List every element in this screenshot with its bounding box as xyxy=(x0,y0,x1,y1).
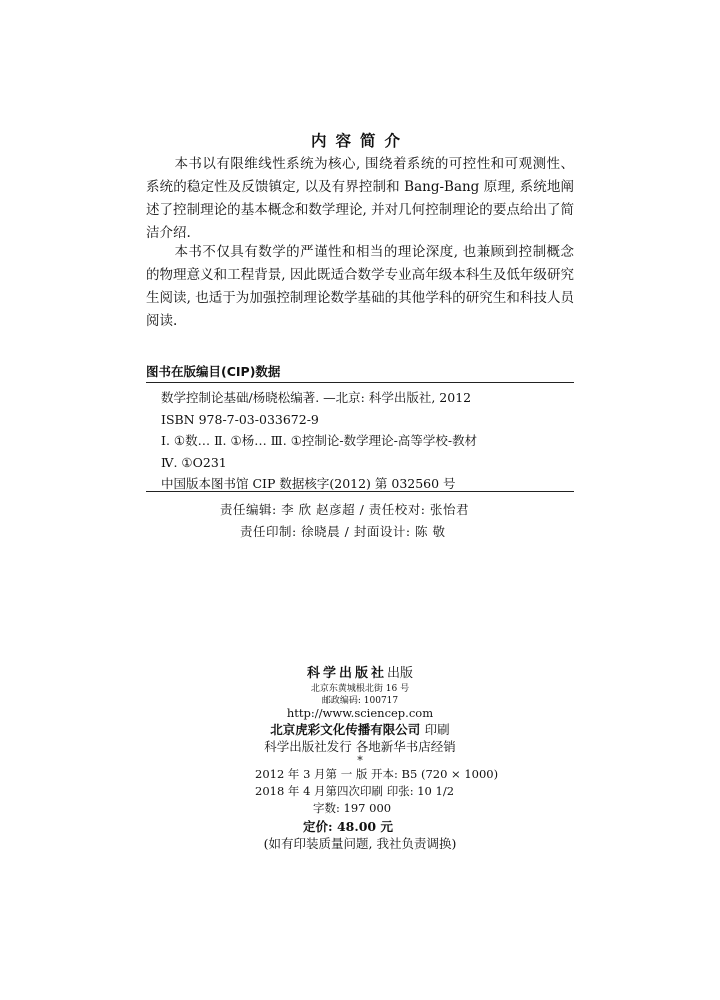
cip-bottom-rule xyxy=(146,491,574,492)
cip-block xyxy=(161,387,477,495)
edition-line-1: 2012 年 3 月第 一 版 开本: B5 (720 × 1000) xyxy=(255,767,499,781)
summary-paragraph-1-text: 本书以有限维线性系统为核心, 围绕着系统的可控性和可观测性、系统的稳定性及反馈镇定, 以及有界控制和 Bang-Bang 原理, 系统地阐述了控制理论的基本概念和数学理论, 并对几何控制理论的要点给出了简洁介绍. xyxy=(146,156,574,241)
cip-line-record-number: 中国版本图书馆 CIP 数据核字(2012) 第 032560 号 xyxy=(161,476,456,491)
summary-paragraph-2 xyxy=(146,241,574,333)
credits-editors: 责任编辑: 李 欣 赵彦超 / 责任校对: 张怡君 xyxy=(220,502,469,517)
summary-title: 内容简介 xyxy=(310,131,409,150)
printer-suffix: 印刷 xyxy=(424,722,450,737)
publisher-line xyxy=(0,662,720,681)
distribution-line: 科学出版社发行 各地新华书店经销 xyxy=(264,739,456,754)
edition-line-2: 2018 年 4 月第四次印刷 印张: 10 1/2 xyxy=(255,784,455,798)
publisher-postcode: 邮政编码: 100717 xyxy=(321,696,399,706)
publisher-name: 科学出版社 xyxy=(306,666,387,681)
publisher-address: 北京东黄城根北街 16 号 xyxy=(310,684,410,694)
cip-line-isbn: ISBN 978-7-03-033672-9 xyxy=(161,411,319,427)
cip-line-title: 数学控制论基础/杨晓松编著. —北京: 科学出版社, 2012 xyxy=(161,390,472,405)
publisher-suffix: 出版 xyxy=(387,666,414,681)
printer-name: 北京虎彩文化传播有限公司 xyxy=(270,722,421,737)
cip-heading: 图书在版编目(CIP)数据 xyxy=(146,364,281,379)
character-count: 字数: 197 000 xyxy=(313,801,392,815)
price: 定价: 48.00 元 xyxy=(303,819,393,834)
publisher-website: http://www.sciencep.com xyxy=(286,706,434,720)
separator-star: * xyxy=(357,754,363,767)
cip-top-rule xyxy=(146,382,574,383)
credits-production: 责任印制: 徐晓晨 / 封面设计: 陈 敬 xyxy=(240,524,446,539)
cip-line-subjects: Ⅰ. ①数… Ⅱ. ①杨… Ⅲ. ①控制论-数学理论-高等学校-教材 xyxy=(161,433,478,448)
printer-line xyxy=(0,720,720,738)
summary-paragraph-2-text: 本书不仅具有数学的严谨性和相当的理论深度, 也兼顾到控制概念的物理意义和工程背景, 因此既适合数学专业高年级本科生及低年级研究生阅读, 也适于为加强控制理论数学基础的其他学科的研究生和科技人员阅读. xyxy=(146,244,574,329)
quality-note: (如有印装质量问题, 我社负责调换) xyxy=(263,836,457,851)
cip-line-classification: Ⅳ. ①O231 xyxy=(161,454,227,470)
summary-paragraph-1 xyxy=(146,153,574,245)
